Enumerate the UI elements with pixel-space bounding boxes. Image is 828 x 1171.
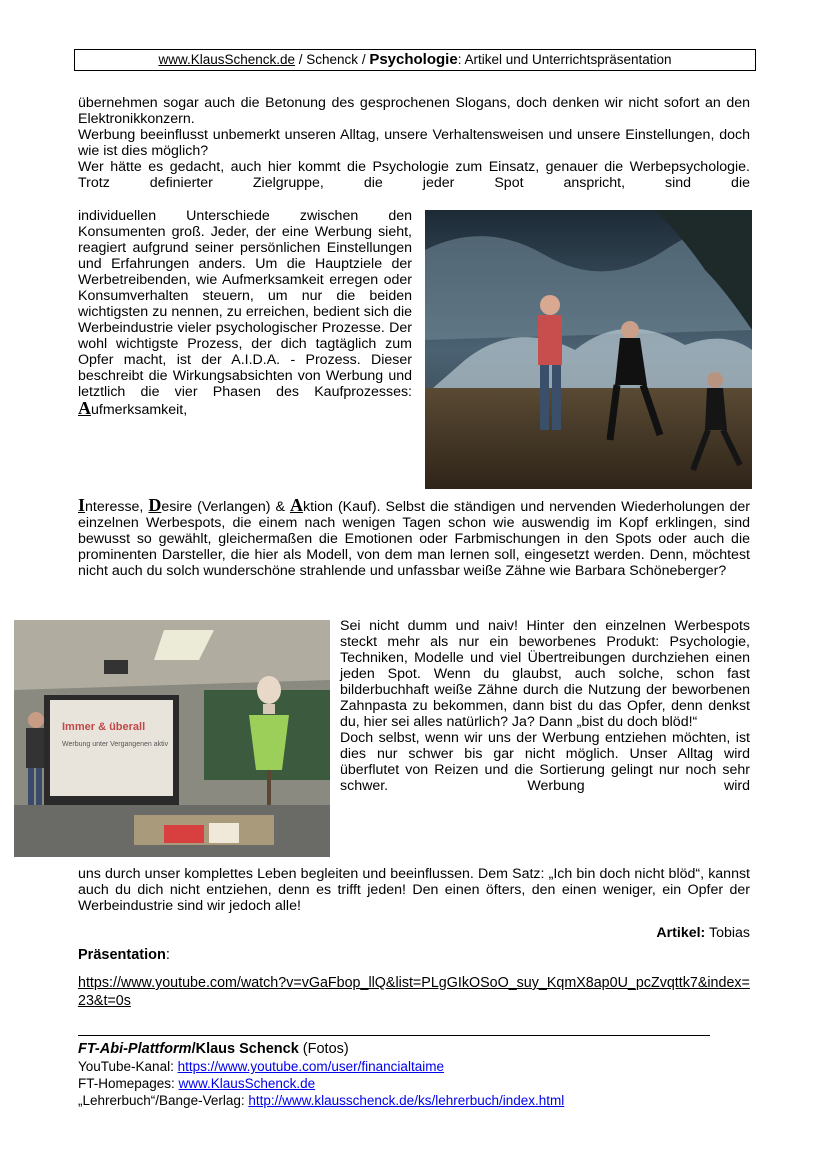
presentation-heading [78, 947, 750, 963]
paragraph-3-continuation: Selbst die ständigen und nervenden Wiederholungen der einzelnen Werbespots, die einem nach wenigen Tagen schon wie auswendig im Kopf erklingen, sind bewusst so gewählt, gleichermaßen die Emotionen oder Farbmischungen in den Spots oder auch die prominenten Darsteller, die hier als Modell, von dem man lernen soll, eingesetzt werden. Denn, möchtest nicht auch du solch wunderschöne strahlende und unfassbar weiße Zähne wie Barbara Schöneberger? [78, 499, 750, 579]
page-header [74, 49, 756, 71]
author-line [656, 925, 750, 941]
dance-scene-illustration [425, 210, 752, 489]
footer-book-label: „Lehrerbuch“/Bange-Verlag: [78, 1093, 249, 1108]
article-paragraph-5: uns durch unser komplettes Leben begleiten und beeinflussen. Dem Satz: „Ich bin doch nicht blöd“, kannst auch du dich nicht entziehen, denn es trifft jeden! Den einen öfters, den einen weniger, ein Opfer der Werbeindustrie sind wir jedoch alle! [78, 866, 750, 914]
article-paragraph-5-start: Doch selbst, wenn wir uns der Werbung entziehen möchten, ist dies nur schwer bis gar nicht möglich. Unser Alltag wird überflutet von Reizen und die Sortierung gelingt nur noch sehr schwer. Werbung wird [340, 730, 750, 794]
footer-divider [78, 1035, 710, 1036]
footer-youtube-line [78, 1058, 564, 1075]
article-paragraph-2: Werbung beeinflusst unbemerkt unseren Alltag, unsere Verhaltensweisen und unsere Einstellungen, doch wie ist dies möglich? [78, 127, 750, 159]
header-separator: / Schenck / [295, 52, 370, 67]
aida-word-d: esire (Verlangen) & [161, 499, 290, 515]
footer-youtube-label: YouTube-Kanal: [78, 1059, 178, 1074]
article-paragraph-3-start: Wer hätte es gedacht, auch hier kommt die Psychologie zum Einsatz, genauer die Werbepsychologie. Trotz definierter Zielgruppe, die jeder Spot anspricht, sind die [78, 159, 750, 191]
footer-homepage-line [78, 1075, 564, 1092]
dance-scene-photo [425, 210, 752, 489]
footer-book-link[interactable]: http://www.klausschenck.de/ks/lehrerbuch/index.html [248, 1093, 565, 1108]
footer-book-line [78, 1092, 564, 1109]
footer [78, 1041, 564, 1109]
presentation-label: Präsentation [78, 947, 166, 963]
side-text: individuellen Unterschiede zwischen den Konsumenten groß. Jeder, der eine Werbung sieht, reagiert aufgrund seiner persönlichen Einstellungen und Erfahrungen anders. Um die Hauptziele der Werbetreibenden, wie Aufmerksamkeit erregen oder Konsumverhalten steuern, um nur die beiden wichtigsten zu nennen, zu erreichen, bedient sich die Werbeindustrie vieler psychologischer Prozesse. Der wohl wichtigste Prozess, der dich tagtäglich zum Opfer macht, ist der A.I.D.A. - Prozess. Dieser beschreibt die Wirkungsabsichten von Werbung und letztlich die vier Phasen des Kaufprozesses: [78, 208, 412, 400]
classroom-illustration [14, 620, 330, 857]
author-name: Tobias [705, 925, 750, 941]
article-paragraph-3-cont [78, 497, 750, 579]
header-site-link[interactable]: www.KlausSchenck.de [158, 52, 296, 67]
footer-author: /Klaus Schenck [191, 1041, 299, 1057]
aida-letter-i: I [78, 495, 86, 515]
article-paragraph-1: übernehmen sogar auch die Betonung des gesprochenen Slogans, doch denken wir nicht sofort an den Elektronikkonzern. [78, 95, 750, 127]
presentation-youtube-link[interactable]: https://www.youtube.com/watch?v=vGaFbop_llQ&list=PLgGIkOSoO_suy_KqmX8ap0U_pcZvqttk7&index=23&t=0s [78, 975, 750, 1009]
screen-subtitle: Werbung unter Vergangenen aktiv [62, 741, 169, 748]
footer-homepage-link[interactable]: www.KlausSchenck.de [178, 1076, 316, 1091]
author-label: Artikel: [656, 925, 706, 941]
presentation-colon: : [165, 947, 170, 963]
aida-word-i: nteresse, [85, 499, 149, 515]
aida-letter-a1: A [78, 398, 91, 418]
screen-title: Immer & überall [62, 721, 146, 733]
article-paragraph-5-cont [78, 866, 750, 914]
aida-word-a1: ufmerksamkeit, [91, 402, 188, 418]
presentation-link-block [78, 974, 750, 1010]
article-right-column [340, 618, 750, 794]
classroom-photo [14, 620, 330, 857]
aida-letter-d: D [148, 495, 162, 515]
footer-platform: FT-Abi-Plattform [78, 1041, 192, 1057]
footer-homepage-label: FT-Homepages: [78, 1076, 179, 1091]
header-rest: : Artikel und Unterrichtspräsentation [457, 52, 672, 67]
aida-word-a2: ktion (Kauf). [302, 499, 381, 515]
header-subject: Psychologie [369, 51, 458, 68]
aida-letter-a2: A [289, 495, 303, 515]
footer-youtube-link[interactable]: https://www.youtube.com/user/financialtaime [177, 1059, 444, 1074]
article-paragraph-4: Sei nicht dumm und naiv! Hinter den einzelnen Werbespots steckt mehr als nur ein beworbenes Produkt: Psychologie, Techniken, Modelle und viel Übertreibungen durchziehen einen jeden Spot. Wenn du glaubst, auch solche, schon fast bilderbuchhaft weiße Zähne durch die Nutzung der beworbenen Zahnpasta zu bekommen, dann bist du das Opfer, denn denkst du, hier sei alles natürlich? Ja? Dann „bist du doch blöd!“ [340, 618, 750, 730]
footer-credit [78, 1041, 564, 1058]
footer-fotos: (Fotos) [298, 1041, 349, 1057]
article-paragraph-3-side [78, 208, 412, 418]
article-top [78, 95, 750, 191]
